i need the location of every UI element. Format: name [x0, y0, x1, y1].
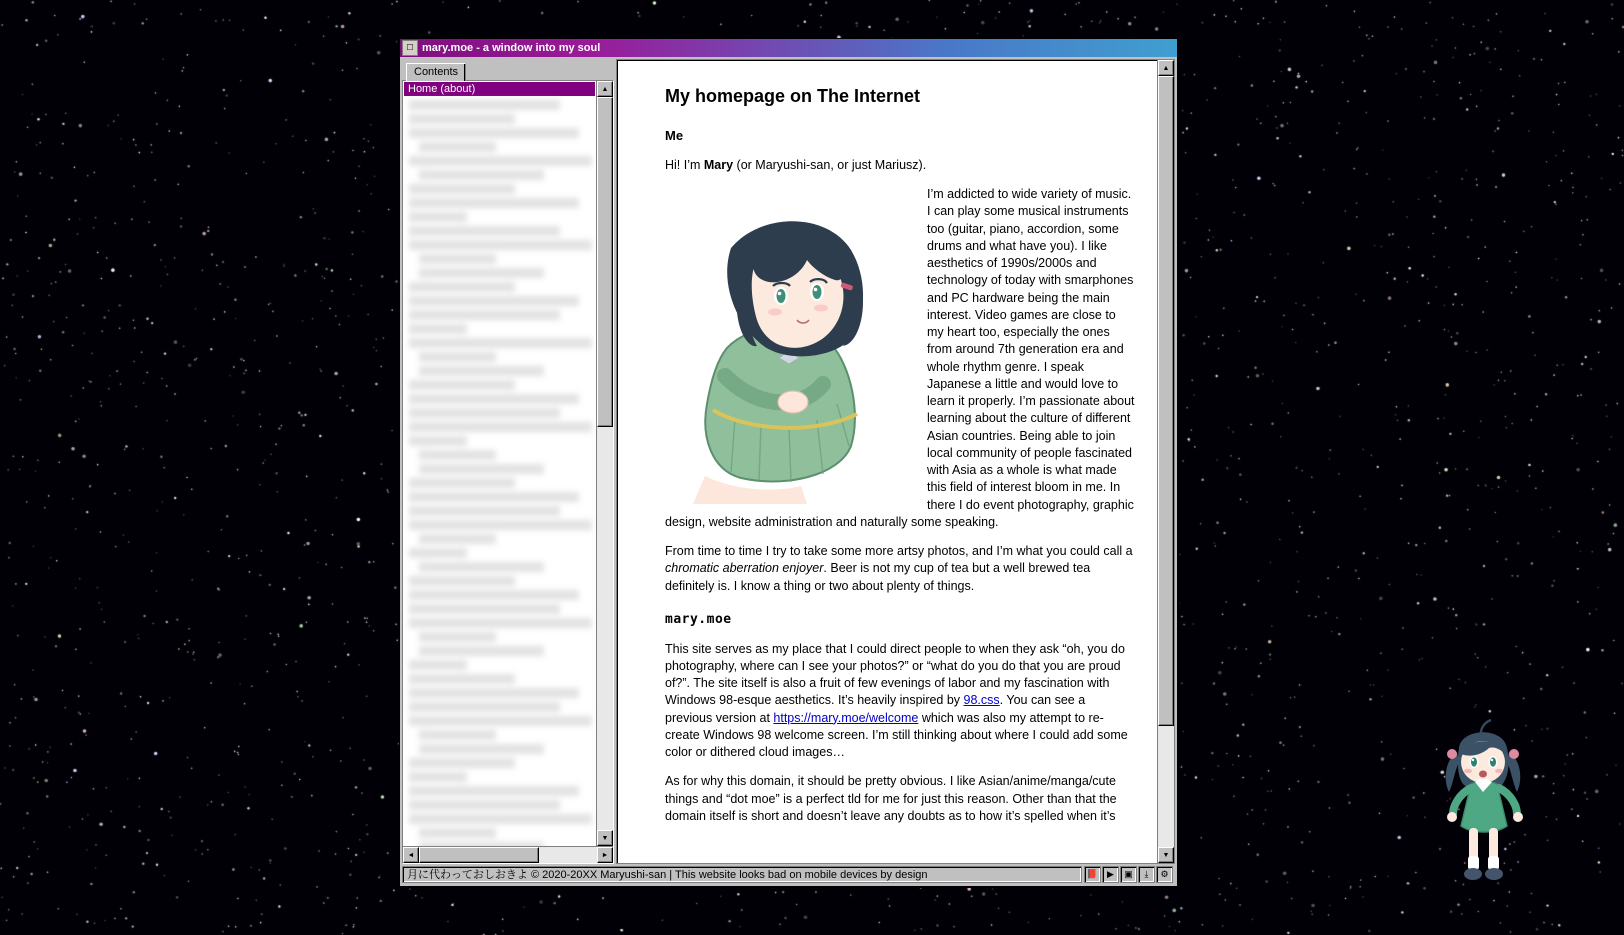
- tree-items-placeholder[interactable]: [403, 100, 596, 846]
- page-title: My homepage on The Internet: [665, 86, 921, 106]
- artsy-emphasis: chromatic aberration enjoyer: [665, 561, 824, 576]
- intro-paragraph: [665, 157, 1135, 174]
- site-text-c: which was also my attempt to re-create Windows 98 welcome screen. I’m still thinking about where I could add some color or dithered cloud images…: [665, 710, 1128, 760]
- document-vertical-track[interactable]: [1158, 76, 1174, 847]
- link-mary-moe-welcome[interactable]: https://mary.moe/welcome: [773, 710, 919, 725]
- window-titlebar[interactable]: [400, 39, 1177, 57]
- intro-suffix: (or Maryushi-san, or just Mariusz).: [733, 157, 927, 172]
- tree-item-home-about[interactable]: Home (about): [404, 82, 595, 96]
- desktop-mascot-svg: [1437, 714, 1529, 892]
- link-98css[interactable]: 98.css: [963, 693, 1000, 708]
- statusbar: [400, 864, 1177, 886]
- document-vertical-scrollbar[interactable]: [1157, 60, 1174, 863]
- contents-scroll-left-button[interactable]: ◄: [403, 847, 419, 863]
- desktop-mascot: [1437, 714, 1529, 892]
- contents-horizontal-thumb[interactable]: [419, 847, 539, 863]
- artsy-prefix: From time to time I try to take some more artsy photos, and I’m what you could call a: [665, 544, 1133, 559]
- artsy-paragraph: [665, 543, 1135, 595]
- contents-scroll-down-button[interactable]: ▼: [597, 830, 613, 846]
- media-play-icon[interactable]: ▶: [1102, 866, 1119, 883]
- window-title: mary.moe - a window into my soul: [422, 42, 601, 54]
- anime-girl-svg: [665, 188, 913, 508]
- status-tray: [1084, 866, 1175, 883]
- settings-icon[interactable]: ⚙: [1156, 866, 1173, 883]
- window-app-icon: ☐: [402, 40, 418, 56]
- contents-panel: [402, 59, 614, 864]
- intro-prefix: Hi! I’m: [665, 157, 704, 172]
- status-text: 月に代わっておしおきよ © 2020-20XX Maryushi-san | This website looks bad on mobile devices by design: [402, 866, 1082, 883]
- contents-vertical-scrollbar[interactable]: [596, 81, 613, 846]
- document-content: [617, 60, 1157, 863]
- document-pane: [616, 59, 1175, 864]
- site-paragraph-2: As for why this domain, it should be pretty obvious. I like Asian/anime/manga/cute things and “dot moe” is a perfect tld for me for just this reason. Other than that the domain itself is short and doesn’t leave any doubts as to how it’s spelled when it’s: [665, 774, 1117, 823]
- heading-site: mary.moe: [665, 611, 732, 627]
- document-vertical-thumb[interactable]: [1158, 76, 1174, 726]
- tree-area: [403, 81, 613, 846]
- artsy-suffix: . Beer is not my cup of tea but a well brewed tea definitely is. I know a thing or two about plenty of things.: [665, 561, 1091, 593]
- contents-horizontal-track[interactable]: [419, 847, 597, 863]
- bio-paragraph: I’m addicted to wide variety of music. I can play some musical instruments too (guitar, piano, accordion, some drums and what have you). I like aesthetics of 1990s/2000s and technology of today with smarphones and PC hardware being the main interest. Video games are close to my heart too, especially the ones from around 7th generation era and whole rhythm genre. I speak Japanese a little and would love to learn it properly. I’m passionate about learning about the culture of different Asian countries. Being able to join local community of people fascinated with Asia as a whole is what made this field of interest bloom in me. In there I do event photography, graphic design, website administration and naturally some speaking.: [665, 187, 1135, 529]
- heading-me: Me: [665, 127, 684, 143]
- intro-name: Mary: [703, 157, 734, 172]
- contents-vertical-thumb[interactable]: [597, 97, 613, 427]
- document-scroll-down-button[interactable]: ▼: [1158, 847, 1174, 863]
- contents-horizontal-scrollbar[interactable]: [403, 846, 613, 863]
- tabstrip: [402, 59, 614, 80]
- download-icon[interactable]: ⤓: [1138, 866, 1155, 883]
- site-text-a: This site serves as my place that I could direct people to when they ask “oh, you do photography, where can I see your photos?” or “what do you do that you are proud of?”. The site itself is also a fruit of few evenings of labor and my fascination with Windows 98-esque aesthetics. It’s heavily inspired by: [665, 641, 1125, 708]
- contents-scroll-right-button[interactable]: ►: [597, 847, 613, 863]
- book-icon[interactable]: 📕: [1084, 866, 1101, 883]
- contents-scroll-up-button[interactable]: ▲: [597, 81, 613, 97]
- application-window: [399, 38, 1178, 887]
- site-text-b: . You can see a previous version at: [665, 693, 1086, 725]
- document-scroll-up-button[interactable]: ▲: [1158, 60, 1174, 76]
- anime-girl-illustration: [665, 188, 913, 508]
- contents-box: [402, 80, 614, 864]
- contents-vertical-track[interactable]: [597, 97, 613, 830]
- tab-contents[interactable]: Contents: [406, 63, 466, 81]
- contents-tree[interactable]: [403, 81, 596, 846]
- monitor-icon[interactable]: ▣: [1120, 866, 1137, 883]
- window-body: [400, 57, 1177, 864]
- site-paragraph-1: [665, 641, 1135, 762]
